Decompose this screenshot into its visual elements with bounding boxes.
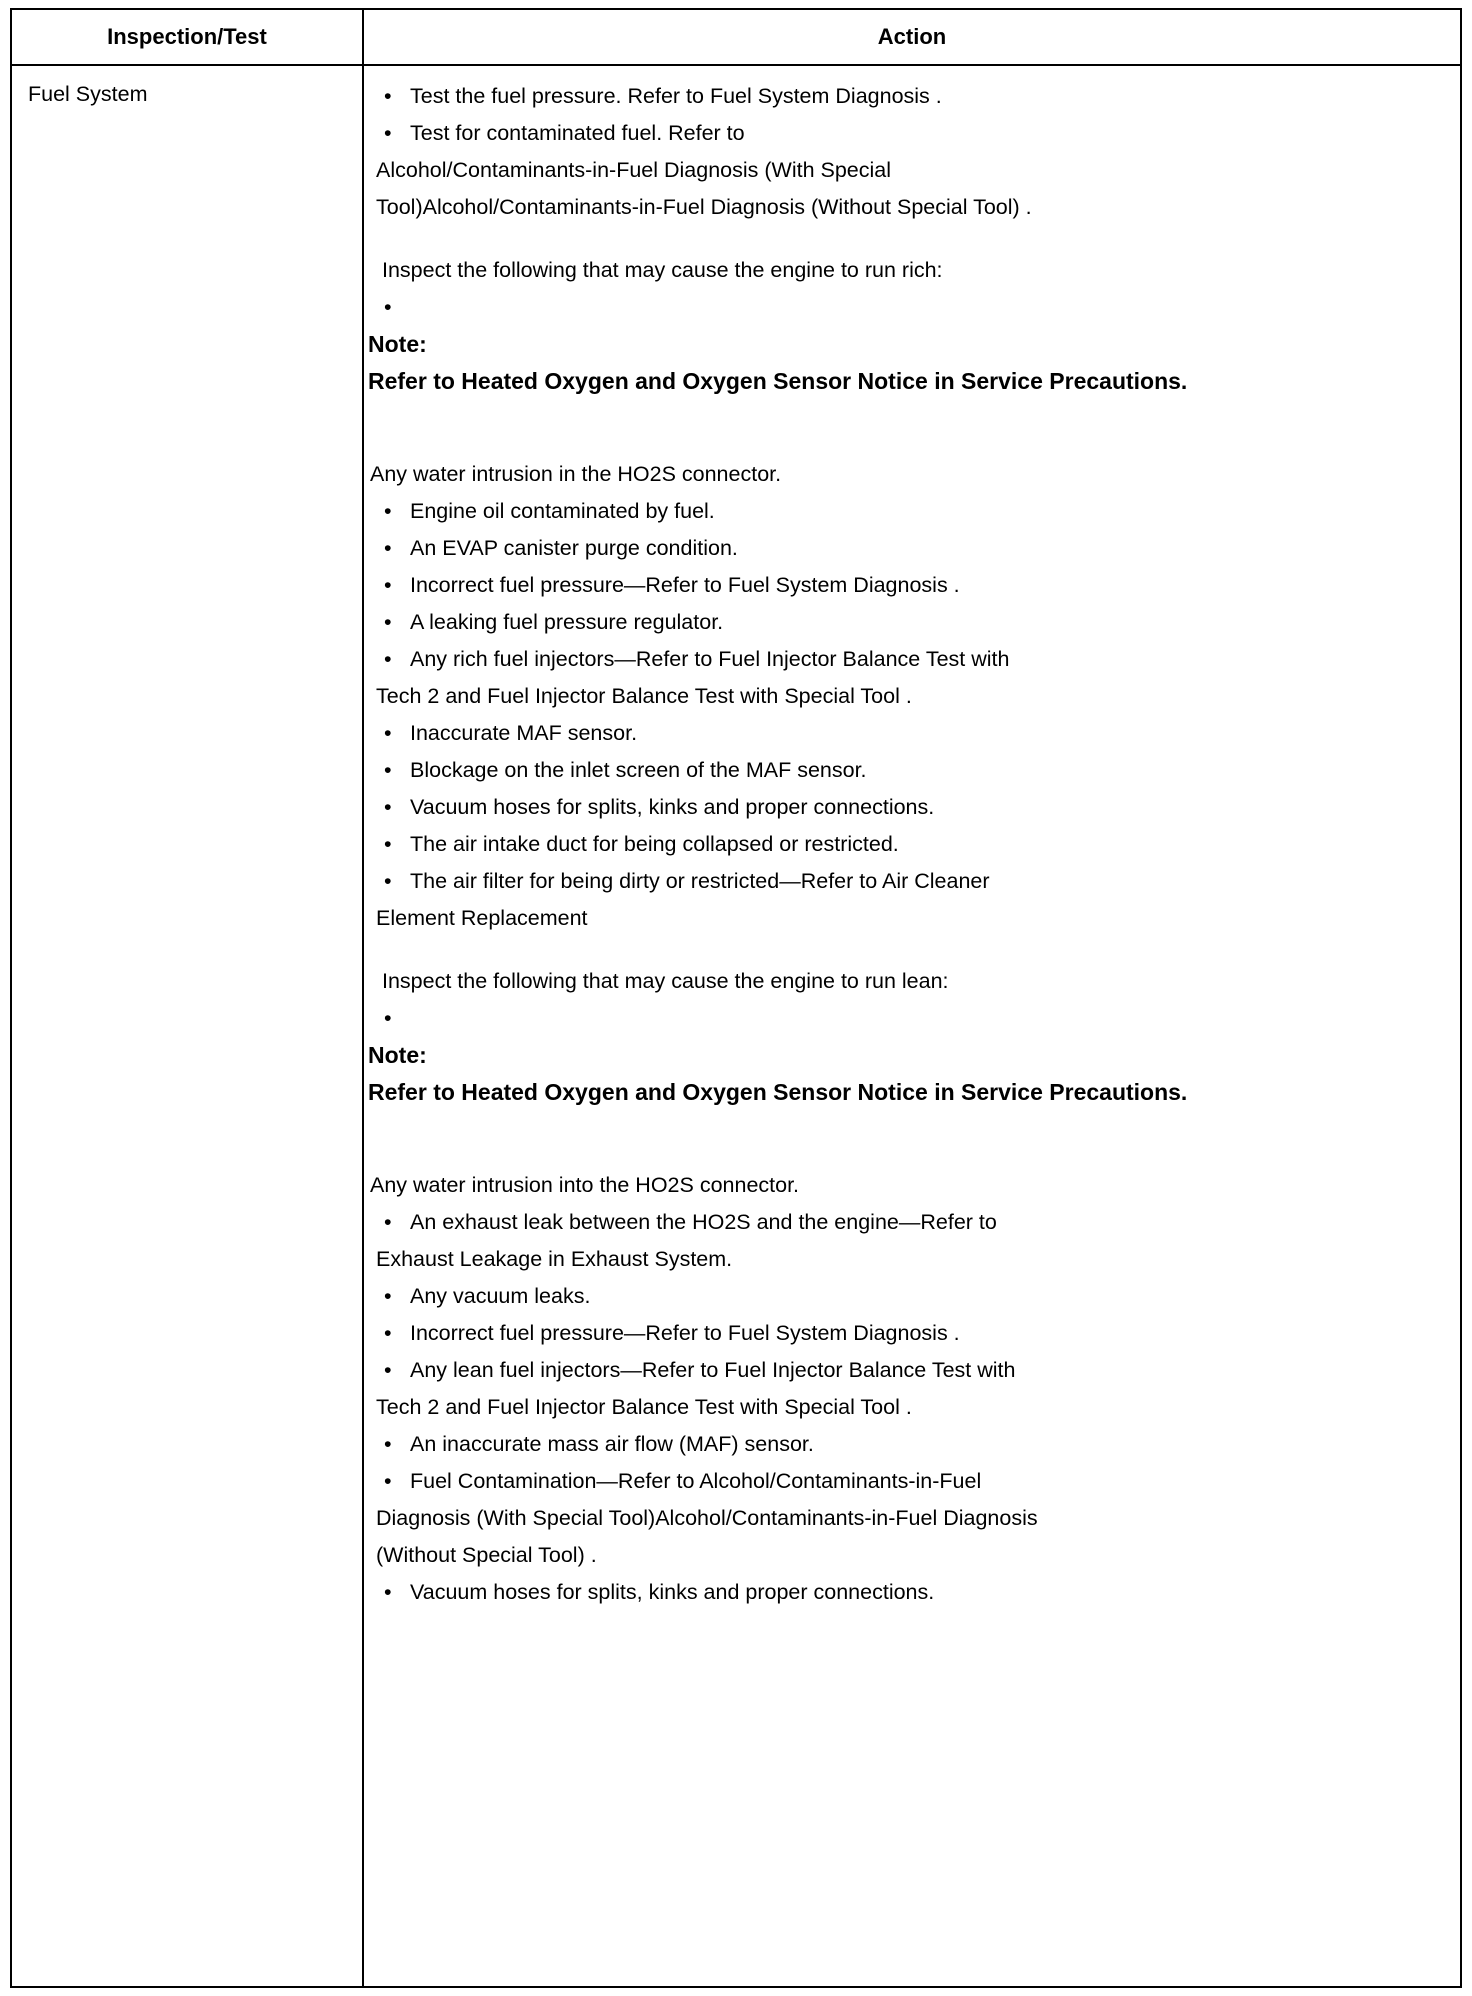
bullet-icon: • [384,1358,392,1382]
vertical-spacer [368,226,1458,252]
action-line [368,789,1458,826]
header-inspection-test: Inspection/Test [12,10,364,64]
action-line [368,900,1458,937]
action-line [368,252,1458,289]
action-line [368,1389,1458,1426]
action-line [368,1537,1458,1574]
action-line [368,604,1458,641]
action-line-text: Element Replacement [376,906,588,930]
action-line-text: Tech 2 and Fuel Injector Balance Test with Special Tool . [376,1395,912,1419]
action-line [368,78,1458,115]
action-line [368,1074,1458,1111]
inspection-action-table [10,8,1462,1988]
action-line-text: The air filter for being dirty or restricted—Refer to Air Cleaner [410,869,990,893]
action-line [368,1278,1458,1315]
bullet-icon: • [384,1321,392,1345]
action-line-text: Refer to Heated Oxygen and Oxygen Sensor Notice in Service Precautions. [368,368,1188,394]
action-cell [364,66,1460,1986]
action-line-text: Tool)Alcohol/Contaminants-in-Fuel Diagnosis (Without Special Tool) . [376,195,1032,219]
action-line [368,1574,1458,1611]
action-line [368,752,1458,789]
action-line-text: Exhaust Leakage in Exhaust System. [376,1247,733,1271]
bullet-icon: • [384,832,392,856]
action-line [368,456,1458,493]
action-line [368,1000,1458,1037]
action-line-text: Test for contaminated fuel. Refer to [410,121,745,145]
action-line-text: Inspect the following that may cause the engine to run rich: [382,258,943,282]
action-line [368,963,1458,1000]
action-line [368,641,1458,678]
action-line [368,363,1458,400]
action-line-text: Any vacuum leaks. [410,1284,591,1308]
action-line [368,493,1458,530]
action-line-text: Any rich fuel injectors—Refer to Fuel Injector Balance Test with [410,647,1010,671]
action-line-text: Inspect the following that may cause the engine to run lean: [382,969,949,993]
bullet-icon: • [384,647,392,671]
action-lines [368,78,1458,1611]
action-line-text: Refer to Heated Oxygen and Oxygen Sensor Notice in Service Precautions. [368,1079,1188,1105]
action-line-text: Note: [368,331,427,357]
action-line-text: Vacuum hoses for splits, kinks and proper connections. [410,1580,935,1604]
action-line-text: An exhaust leak between the HO2S and the engine—Refer to [410,1210,997,1234]
bullet-icon: • [384,1006,392,1030]
action-line-text: Tech 2 and Fuel Injector Balance Test with Special Tool . [376,684,912,708]
action-line [368,1167,1458,1204]
action-line [368,530,1458,567]
action-line-text: Any water intrusion in the HO2S connector. [370,462,782,486]
bullet-icon: • [384,1580,392,1604]
table-header-row [12,10,1460,66]
bullet-icon: • [384,295,392,319]
bullet-icon: • [384,610,392,634]
action-line [368,1037,1458,1074]
action-line-text: Any lean fuel injectors—Refer to Fuel Injector Balance Test with [410,1358,1016,1382]
action-line [368,1426,1458,1463]
action-line [368,715,1458,752]
action-line-text: The air intake duct for being collapsed or restricted. [410,832,899,856]
action-line-text: An EVAP canister purge condition. [410,536,738,560]
action-line [368,1500,1458,1537]
action-line-text: Test the fuel pressure. Refer to Fuel System Diagnosis . [410,84,942,108]
action-line [368,826,1458,863]
bullet-icon: • [384,536,392,560]
action-line [368,115,1458,152]
vertical-spacer [368,937,1458,963]
bullet-icon: • [384,721,392,745]
bullet-icon: • [384,1432,392,1456]
bullet-icon: • [384,795,392,819]
bullet-icon: • [384,1210,392,1234]
action-line [368,326,1458,363]
action-line [368,189,1458,226]
vertical-spacer [368,1111,1458,1167]
action-line-text: Vacuum hoses for splits, kinks and proper connections. [410,795,935,819]
table-row [12,66,1460,1986]
action-line [368,289,1458,326]
action-line [368,1315,1458,1352]
bullet-icon: • [384,869,392,893]
action-line [368,678,1458,715]
bullet-icon: • [384,1469,392,1493]
action-line-text: Any water intrusion into the HO2S connector. [370,1173,800,1197]
action-line-text: A leaking fuel pressure regulator. [410,610,724,634]
action-line [368,863,1458,900]
bullet-icon: • [384,499,392,523]
action-line-text: Note: [368,1042,427,1068]
action-line-text: Blockage on the inlet screen of the MAF sensor. [410,758,867,782]
action-line [368,152,1458,189]
vertical-spacer [368,400,1458,456]
action-line [368,1352,1458,1389]
action-line-text: Diagnosis (With Special Tool)Alcohol/Contaminants-in-Fuel Diagnosis [376,1506,1038,1530]
action-line [368,567,1458,604]
action-line-text: (Without Special Tool) . [376,1543,597,1567]
action-line [368,1463,1458,1500]
action-line [368,1204,1458,1241]
action-line-text: An inaccurate mass air flow (MAF) sensor. [410,1432,814,1456]
action-line [368,1241,1458,1278]
bullet-icon: • [384,84,392,108]
header-action: Action [877,24,947,49]
action-line-text: Inaccurate MAF sensor. [410,721,638,745]
action-line-text: Engine oil contaminated by fuel. [410,499,715,523]
bullet-icon: • [384,1284,392,1308]
action-line-text: Incorrect fuel pressure—Refer to Fuel System Diagnosis . [410,1321,960,1345]
inspection-cell: Fuel System [12,66,364,1986]
bullet-icon: • [384,758,392,782]
action-line-text: Alcohol/Contaminants-in-Fuel Diagnosis (With Special [376,158,892,182]
action-line-text: Incorrect fuel pressure—Refer to Fuel System Diagnosis . [410,573,960,597]
bullet-icon: • [384,573,392,597]
bullet-icon: • [384,121,392,145]
action-line-text: Fuel Contamination—Refer to Alcohol/Contaminants-in-Fuel [410,1469,982,1493]
